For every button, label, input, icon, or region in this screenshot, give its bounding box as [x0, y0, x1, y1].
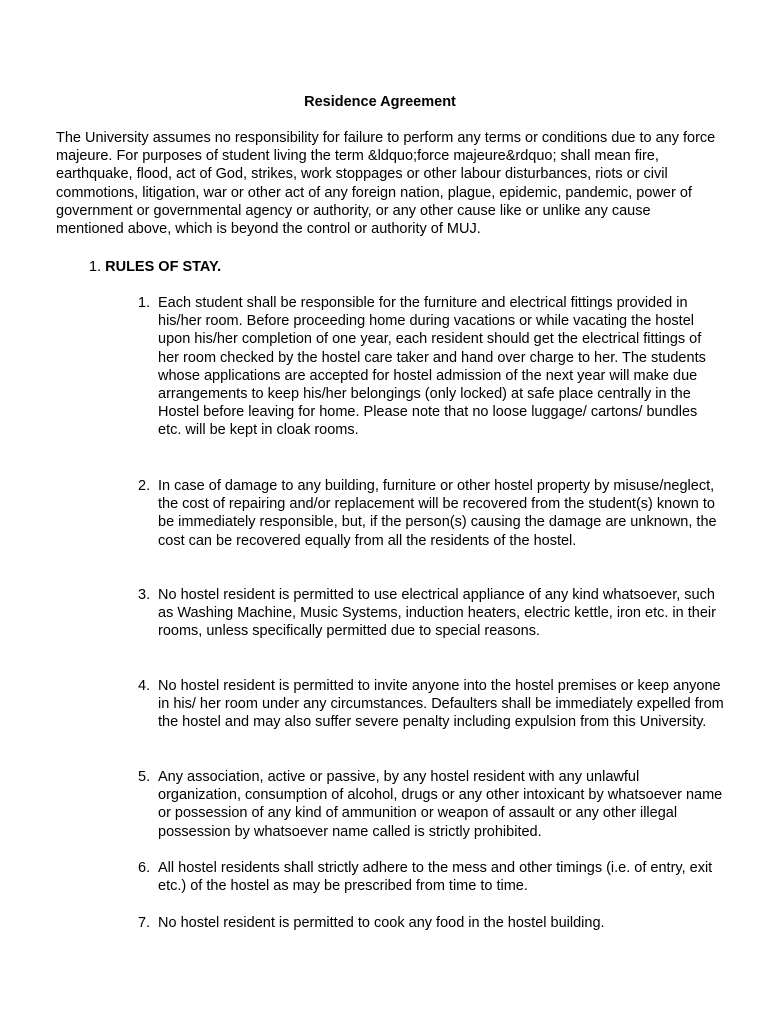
- rule-item: [138, 768, 724, 841]
- rule-number: 6.: [138, 860, 151, 876]
- rule-number: 4.: [138, 678, 151, 694]
- rule-text: No hostel resident is permitted to use electrical appliance of any kind whatsoever, such as Washing Machine, Music Systems, induction heaters, electric kettle, iron etc. in their rooms, unless specifically permitted due to special reasons.: [158, 587, 716, 640]
- document-title: Residence Agreement: [304, 94, 456, 110]
- rule-number: 2.: [138, 478, 151, 494]
- section-label: RULES OF STAY.: [105, 259, 222, 275]
- rule-item: [138, 477, 724, 550]
- rule-number: 7.: [138, 915, 151, 931]
- rule-text: All hostel residents shall strictly adhere to the mess and other timings (i.e. of entry, exit etc.) of the hostel as may be prescribed from time to time.: [158, 860, 713, 895]
- rule-item: [138, 294, 724, 440]
- rule-item: [138, 586, 724, 641]
- rule-text: Each student shall be responsible for the furniture and electrical fittings provided in his/her room. Before proceeding home during vacations or while vacating the hostel upon his/her completion of one year, each resident should get the electrical fittings of her room checked by the hostel care taker and hand over charge to her. The students whose applications are accepted for hostel admission of the next year will make due arrangements to keep his/her belongings (only locked) at safe place centrally in the Hostel before leaving for home. Please note that no loose luggage/ cartons/ bundles etc. will be kept in cloak rooms.: [158, 295, 706, 439]
- rule-number: 1.: [138, 295, 151, 311]
- section-heading: [89, 258, 221, 276]
- rule-text: In case of damage to any building, furniture or other hostel property by misuse/neglect, the cost of repairing and/or replacement will be recovered from the student(s) known to be immediately responsible, but, if the person(s) causing the damage are unknown, the cost can be recovered equally from all the residents of the hostel.: [158, 478, 717, 549]
- rule-number: 3.: [138, 587, 151, 603]
- rule-text: Any association, active or passive, by any hostel resident with any unlawful organization, consumption of alcohol, drugs or any other intoxicant by whatsoever name or possession of any kind of ammunition or weapon of assault or any other illegal possession by whatsoever name called is strictly prohibited.: [158, 769, 723, 840]
- rule-number: 5.: [138, 769, 151, 785]
- rule-item: [138, 914, 724, 932]
- section-number: 1.: [89, 259, 102, 275]
- rule-item: [138, 859, 724, 895]
- rule-item: [138, 677, 724, 732]
- intro-paragraph: The University assumes no responsibility for failure to perform any terms or conditions due to any force majeure. For purposes of student living the term &ldquo;force majeure&rdquo; shall mean fire, earthquake, flood, act of God, strikes, work stoppages or other labour disturbances, riots or civil commotions, litigation, war or other act of any foreign nation, plague, epidemic, pandemic, power of government or governmental agency or authority, or any other cause like or unlike any cause mentioned above, which is beyond the control or authority of MUJ.: [56, 130, 716, 238]
- rule-text: No hostel resident is permitted to invite anyone into the hostel premises or keep anyone in his/ her room under any circumstances. Defaulters shall be immediately expelled from the hostel and may also suffer severe penalty including expulsion from this University.: [158, 678, 724, 731]
- rule-text: No hostel resident is permitted to cook any food in the hostel building.: [158, 915, 605, 931]
